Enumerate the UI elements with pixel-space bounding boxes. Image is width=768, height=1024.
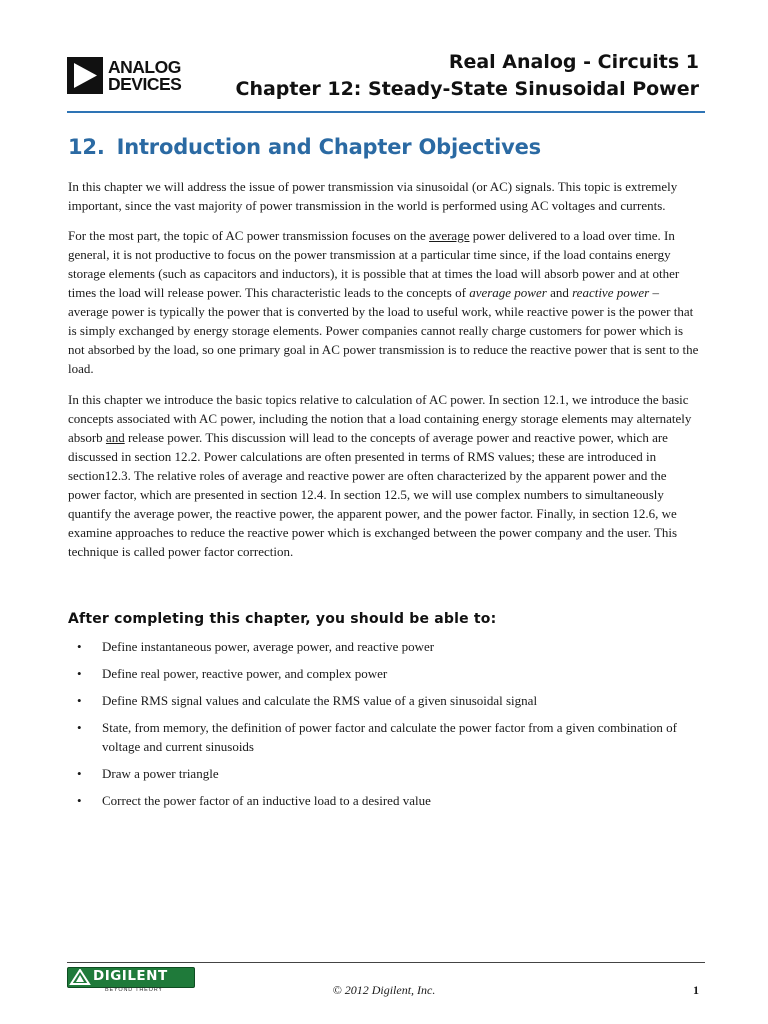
underlined-text: and <box>105 430 125 445</box>
header-divider <box>67 111 705 113</box>
italic-term: average power <box>469 285 547 300</box>
analog-devices-logo-text <box>108 56 182 94</box>
objective-text: Correct the power factor of an inductive load to a desired value <box>102 793 431 808</box>
objective-item <box>68 664 702 683</box>
objectives-heading: After completing this chapter, you should be able to: <box>68 611 497 627</box>
bullet-icon: • <box>77 693 82 708</box>
objective-item <box>68 691 702 710</box>
footer-divider <box>67 962 705 963</box>
objective-text: Define instantaneous power, average power, and reactive power <box>102 639 435 654</box>
copyright-notice: © 2012 Digilent, Inc. <box>332 983 436 997</box>
bullet-icon: • <box>77 793 82 808</box>
page-number: 1 <box>693 983 699 997</box>
logo-word-analog: ANALOG <box>108 56 181 77</box>
text-run: In this chapter we will address the issue of power transmission via sinusoidal (or AC) signals. This topic is extremely important, since the vast majority of power transmission in the world is performed using AC voltages and currents. <box>68 179 678 213</box>
objective-text: Draw a power triangle <box>102 766 219 781</box>
section-title: Introduction and Chapter Objectives <box>116 135 541 159</box>
digilent-logo-name: DIGILENT <box>93 968 168 984</box>
objective-item <box>68 764 702 783</box>
text-run: power delivered to a load over time. In general, it is not productive to focus on the power transmission at a particular time since, if the load contains energy storage elements (such as capacitors and inductors), it is possible that at times the load will absorb power and at other times the load will release power. This characteristic leads to the concepts of <box>68 228 680 300</box>
text-run: For the most part, the topic of AC power transmission focuses on the <box>68 228 430 243</box>
digilent-logo-tagline: BEYOND THEORY <box>105 987 163 993</box>
text-run: and <box>546 285 573 300</box>
document-header-title <box>236 48 699 103</box>
objective-item <box>68 791 702 810</box>
objective-item <box>68 637 702 656</box>
text-run: In this chapter we introduce the basic topics relative to calculation of AC power. In section 12.1, we introduce the basic concepts associated with AC power, including the notion that a load containing energy storage elements may alternately absorb <box>68 392 692 445</box>
objective-text: Define real power, reactive power, and complex power <box>102 666 388 681</box>
body-paragraph <box>68 226 702 378</box>
text-run: release power. This discussion will lead to the concepts of average power and reactive power, which are discussed in section 12.2. Power calculations are often presented in terms of RMS values; these are introduced in section12.3. The relative roles of average and reactive power are often characterized by the apparent power and the power factor, which are presented in section 12.4. In section 12.5, we will use complex numbers to simultaneously quantify the average power, the reactive power, the apparent power, and the power factor. Finally, in section 12.6, we examine approaches to reduce the reactive power which is exchanged between the power company and the user. This technique is called power factor correction. <box>68 430 678 559</box>
body-text <box>68 177 702 573</box>
objective-item <box>68 718 702 756</box>
text-run: – average power is typically the power that is converted by the load to useful work, while reactive power is the power that is simply exchanged by energy storage elements. Power companies cannot really charge customers for power which is not absorbed by the load, so one primary goal in AC power transmission is to reduce the reactive power that is sent to the load. <box>68 285 699 376</box>
objective-text: Define RMS signal values and calculate the RMS value of a given sinusoidal signal <box>102 693 538 708</box>
body-paragraph <box>68 390 702 561</box>
section-heading <box>68 135 541 159</box>
analog-devices-logo <box>67 57 181 94</box>
bullet-icon: • <box>77 639 82 654</box>
chapter-title: Chapter 12: Steady-State Sinusoidal Power <box>235 78 699 100</box>
bullet-icon: • <box>77 766 82 781</box>
bullet-icon: • <box>77 720 82 735</box>
bullet-icon: • <box>77 666 82 681</box>
section-number: 12. <box>68 135 105 159</box>
italic-term: reactive power <box>572 285 650 300</box>
objective-text: State, from memory, the definition of power factor and calculate the power factor from a given combination of voltage and current sinusoids <box>102 720 677 754</box>
analog-devices-logo-mark <box>67 57 103 94</box>
underlined-text: average <box>429 228 470 243</box>
logo-word-devices: DEVICES <box>108 73 182 94</box>
body-paragraph <box>68 177 702 215</box>
objectives-list <box>68 637 702 818</box>
course-title: Real Analog - Circuits 1 <box>448 51 699 73</box>
